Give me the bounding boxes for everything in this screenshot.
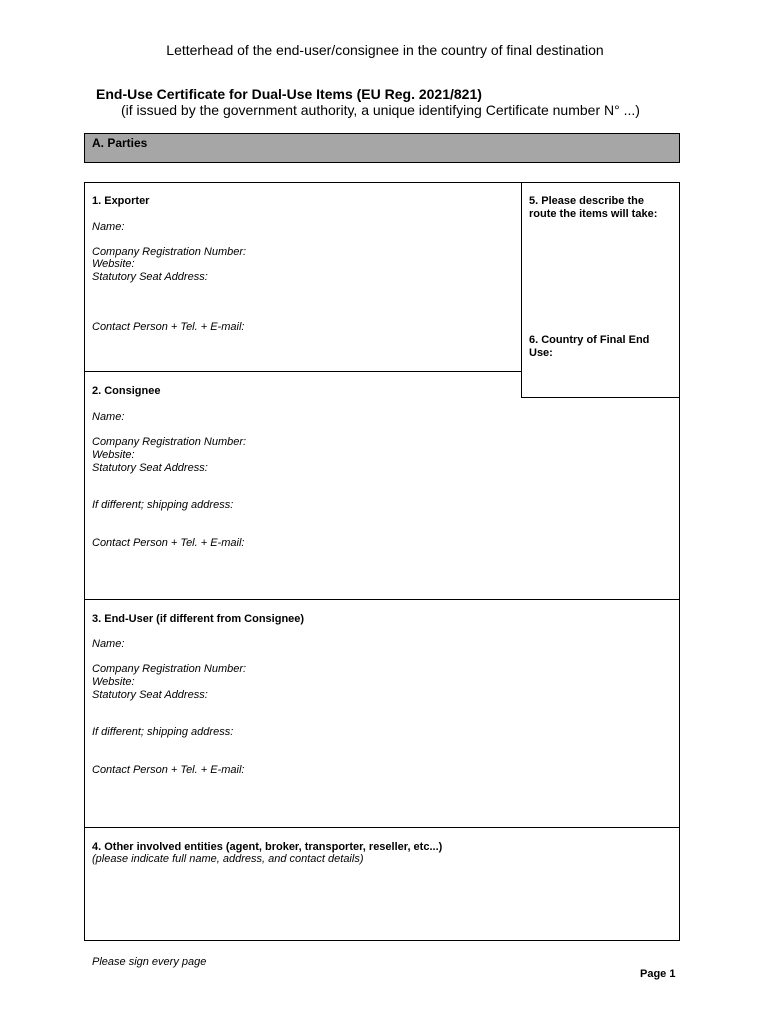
final-use-heading-line2: Use: (529, 347, 553, 359)
divider-exporter-bottom (84, 371, 522, 372)
divider-route-bottom (521, 397, 680, 398)
final-use-heading-line1: 6. Country of Final End (529, 334, 650, 346)
other-entities-heading: 4. Other involved entities (agent, broker, transporter, reseller, etc...) (92, 841, 443, 853)
end-user-heading: 3. End-User (if different from Consignee) (92, 613, 305, 625)
consignee-shipping-address-field[interactable]: If different; shipping address: (92, 499, 234, 511)
end-user-seat-address-field[interactable]: Statutory Seat Address: (92, 689, 208, 701)
exporter-seat-address-field[interactable]: Statutory Seat Address: (92, 271, 208, 283)
route-heading-line2: route the items will take: (529, 208, 658, 220)
exporter-contact-field[interactable]: Contact Person + Tel. + E-mail: (92, 321, 245, 333)
exporter-name-field[interactable]: Name: (92, 221, 125, 233)
page-number: Page 1 (640, 968, 676, 980)
exporter-registration-field[interactable]: Company Registration Number: (92, 246, 247, 258)
route-heading-line1: 5. Please describe the (529, 195, 644, 207)
consignee-name-field[interactable]: Name: (92, 411, 125, 423)
letterhead-line: Letterhead of the end-user/consignee in the country of final destination (166, 42, 604, 58)
frame-bottom (84, 940, 680, 941)
consignee-registration-field[interactable]: Company Registration Number: (92, 436, 247, 448)
consignee-contact-field[interactable]: Contact Person + Tel. + E-mail: (92, 537, 245, 549)
end-user-contact-field[interactable]: Contact Person + Tel. + E-mail: (92, 764, 245, 776)
document-title: End-Use Certificate for Dual-Use Items (EU Reg. 2021/821) (96, 86, 482, 102)
divider-route-column (521, 182, 522, 397)
consignee-heading: 2. Consignee (92, 385, 161, 397)
frame-top (84, 182, 680, 183)
other-entities-note: (please indicate full name, address, and contact details) (92, 853, 364, 865)
divider-consignee-bottom (84, 599, 680, 600)
section-a-label: A. Parties (92, 136, 148, 150)
document-subtitle: (if issued by the government authority, a unique identifying Certificate number N° ...) (121, 102, 640, 118)
exporter-heading: 1. Exporter (92, 195, 150, 207)
end-user-website-field[interactable]: Website: (92, 676, 135, 688)
sign-every-page-note: Please sign every page (92, 956, 207, 968)
end-user-registration-field[interactable]: Company Registration Number: (92, 663, 247, 675)
divider-end-user-bottom (84, 827, 680, 828)
end-user-shipping-address-field[interactable]: If different; shipping address: (92, 726, 234, 738)
section-a-header (84, 133, 680, 163)
end-user-name-field[interactable]: Name: (92, 638, 125, 650)
exporter-website-field[interactable]: Website: (92, 258, 135, 270)
consignee-website-field[interactable]: Website: (92, 449, 135, 461)
consignee-seat-address-field[interactable]: Statutory Seat Address: (92, 462, 208, 474)
